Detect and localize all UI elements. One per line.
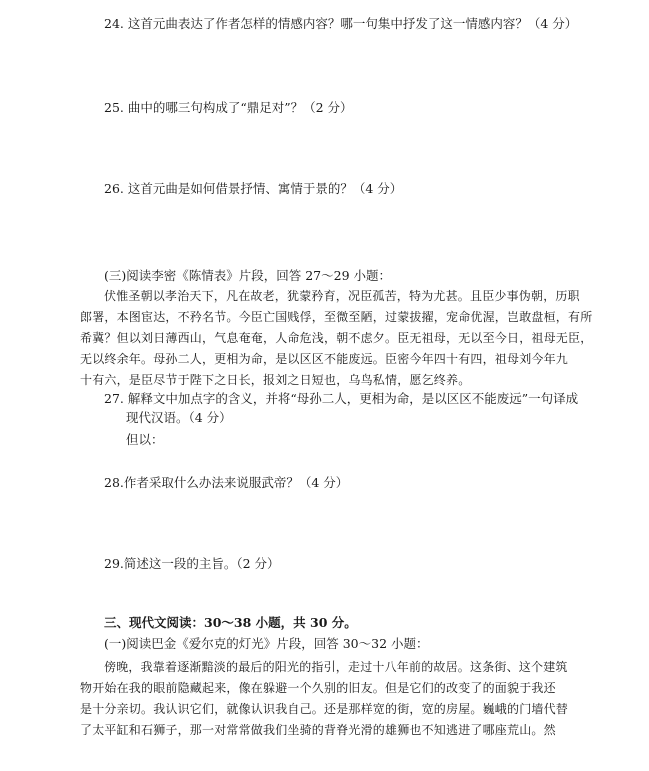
question-27: 27. 解释文中加点字的含义，并将“母孙二人，更相为命，是以区区不能废远”一句译成 bbox=[104, 391, 579, 406]
passage-line: 无以终余年。母孙二人，更相为命，是以区区不能废远。臣密今年四十有四，祖母刘今年九 bbox=[80, 352, 569, 366]
passage-line: 十有六，是臣尽节于陛下之日长，报刘之日短也，乌鸟私情，愿乞终养。 bbox=[80, 373, 471, 387]
section-heading-chen-qing-biao: (三)阅读李密《陈情表》片段，回答 27～29 小题： bbox=[104, 268, 392, 283]
question-29: 29.简述这一段的主旨。（2 分） bbox=[104, 556, 280, 571]
passage-line: 了太平缸和石狮子，那一对常常做我们坐骑的背脊光滑的雄狮也不知逃进了哪座荒山。然 bbox=[80, 723, 556, 737]
passage-line: 伏惟圣朝以孝治天下，凡在故老，犹蒙矜育，况臣孤苦，特为尤甚。且臣少事伪朝，历职 bbox=[104, 289, 580, 303]
question-27-cont: 现代汉语。（4 分） bbox=[126, 410, 232, 425]
question-28: 28.作者采取什么办法来说服武帝？（4 分） bbox=[104, 475, 349, 490]
question-24: 24. 这首元曲表达了作者怎样的情感内容？哪一句集中抒发了这一情感内容？（4 分） bbox=[104, 16, 578, 31]
passage-line: 傍晚，我靠着逐渐黯淡的最后的阳光的指引，走过十八年前的故居。这条街、这个建筑 bbox=[104, 660, 568, 674]
part-heading-modern-reading: 三、现代文阅读：30～38 小题，共 30 分。 bbox=[104, 615, 357, 630]
passage-line: 郎署，本图宦达，不矜名节。今臣亡国贱俘，至微至陋，过蒙拔擢，宠命优渥，岂敢盘桓，有所 bbox=[80, 310, 593, 324]
question-27-answer-label: 但以： bbox=[126, 432, 164, 447]
passage-line: 希冀？但以刘日薄西山，气息奄奄，人命危浅，朝不虑夕。臣无祖母，无以至今日，祖母无臣， bbox=[80, 331, 593, 345]
question-25: 25. 曲中的哪三句构成了“鼎足对”？（2 分） bbox=[104, 100, 353, 115]
section-heading-aierke: (一)阅读巴金《爱尔克的灯光》片段，回答 30～32 小题： bbox=[104, 636, 429, 651]
passage-line: 是十分亲切。我认识它们，就像认识我自己。还是那样宽的街，宽的房屋。巍峨的门墙代替 bbox=[80, 702, 569, 716]
passage-line: 物开始在我的眼前隐藏起来，像在躲避一个久别的旧友。但是它们的改变了的面貌于我还 bbox=[80, 681, 556, 695]
question-26: 26. 这首元曲是如何借景抒情、寓情于景的？（4 分） bbox=[104, 181, 403, 196]
